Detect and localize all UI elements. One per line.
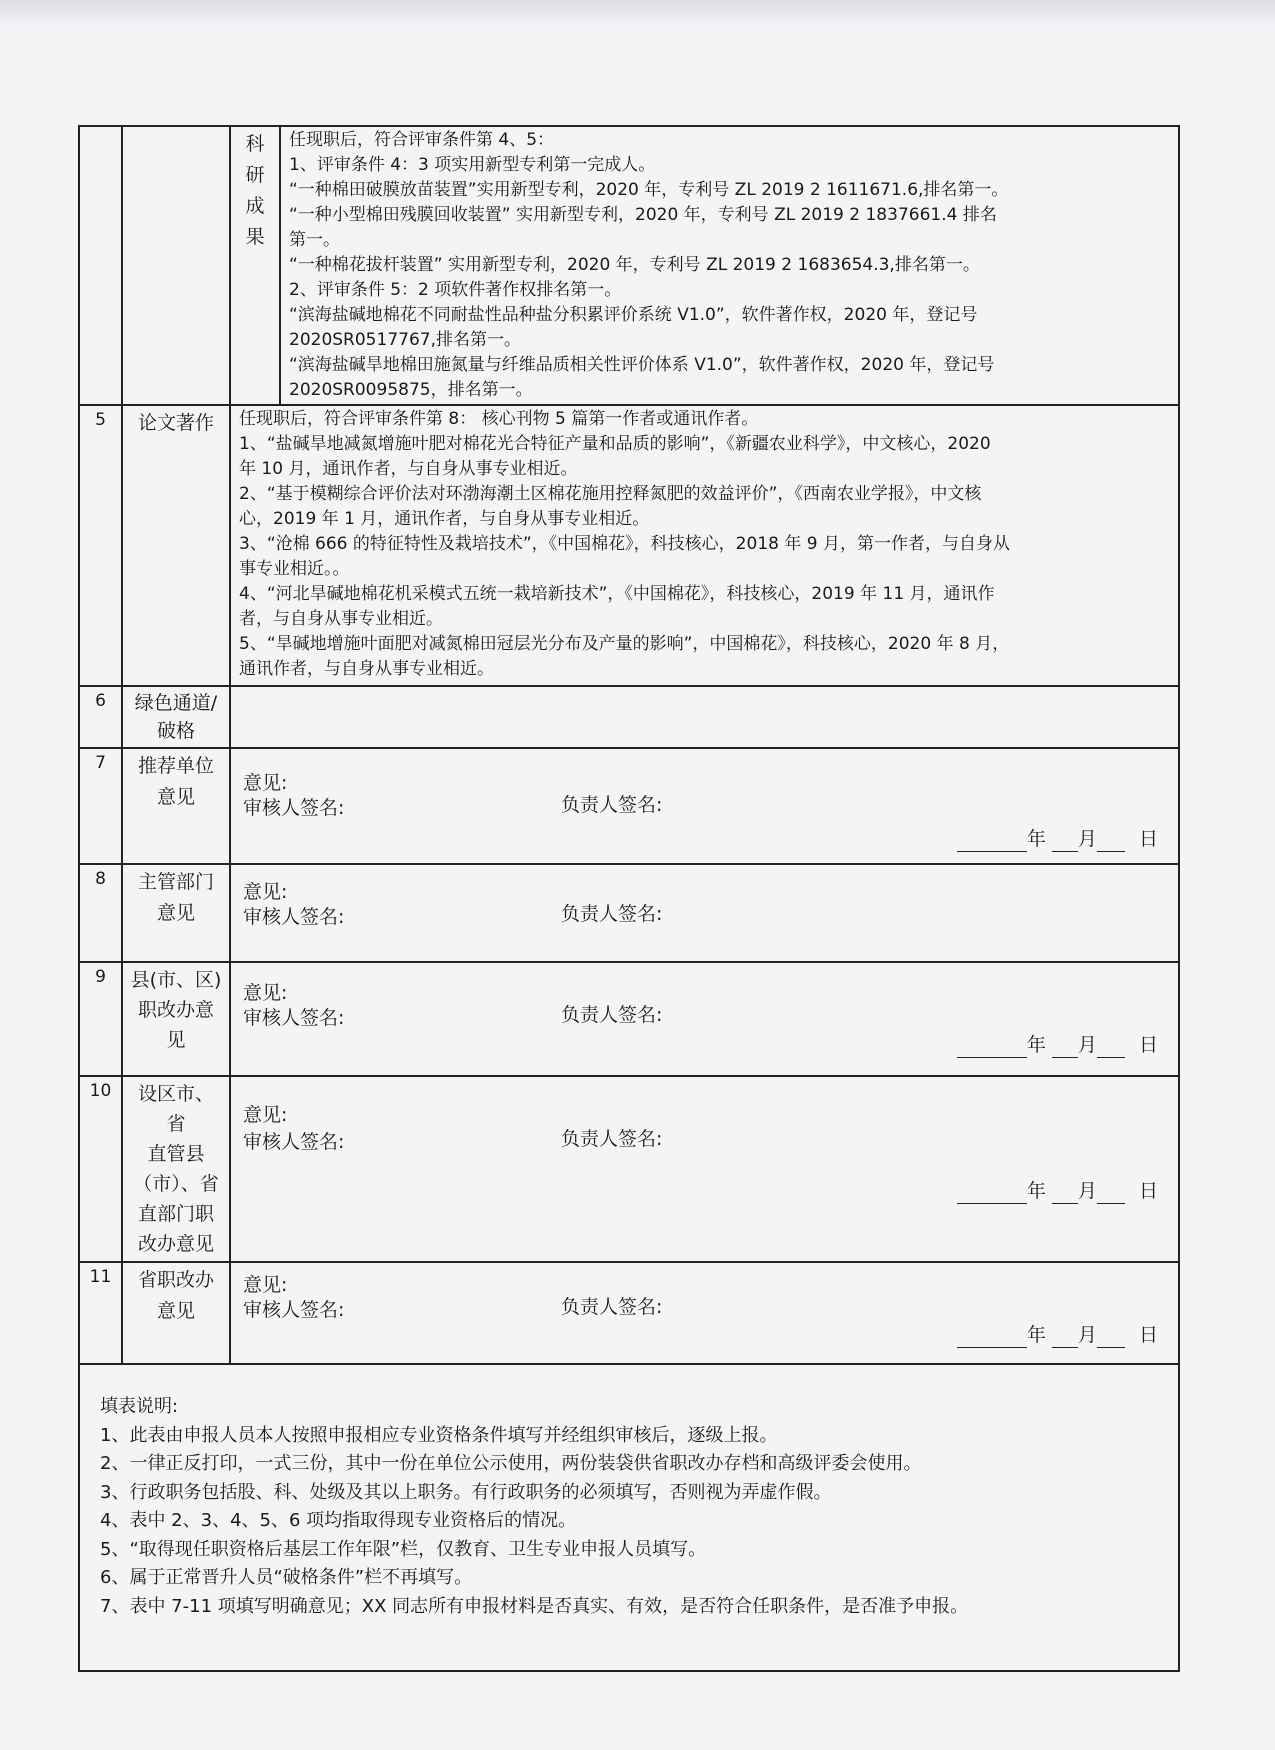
row-research-achievements xyxy=(79,126,1179,405)
label-line: 省职改办 xyxy=(137,1269,214,1291)
label-line: 职改办意 xyxy=(137,999,214,1021)
content-line: “一种棉田破膜放苗装置”实用新型专利，2020 年，专利号 ZL 2019 2 1611671.6,排名第一。 xyxy=(289,180,1009,200)
opinion-label: 意见: xyxy=(243,1104,288,1126)
row-number: 9 xyxy=(79,962,122,1076)
label-line: 县(市、区) xyxy=(130,969,222,991)
row-category-cell xyxy=(122,126,230,405)
city-office-label xyxy=(122,1076,230,1262)
label-line: 意见 xyxy=(156,1300,195,1322)
day-label: 日 xyxy=(1138,1180,1158,1202)
instruction-item: 6、属于正常晋升人员“破格条件”栏不再填写。 xyxy=(100,1567,473,1588)
research-achievements-label xyxy=(230,126,280,405)
instruction-item: 3、行政职务包括股、科、处级及其以上职务。有行政职务的必须填写，否则视为弄虚作假。 xyxy=(100,1481,832,1503)
leader-signature-label: 负责人签名: xyxy=(561,1128,663,1150)
content-line: 年 10 月，通讯作者，与自身从事专业相近。 xyxy=(239,459,578,479)
leader-signature-label: 负责人签名: xyxy=(561,903,663,925)
green-channel-content xyxy=(230,686,1179,748)
year-label: 年 xyxy=(1026,1180,1046,1202)
label-char: 科 xyxy=(245,133,265,155)
instruction-item: 2、一律正反打印，一式三份，其中一份在单位公示使用，两份装袋供省职改办存档和高级评委会使用。 xyxy=(100,1453,922,1474)
content-line: 1、“盐碱旱地减氮增施叶肥对棉花光合特征产量和品质的影响”，《新疆农业科学》，中文核心，2020 xyxy=(239,434,991,454)
content-line: 第一。 xyxy=(289,230,340,250)
scan-edge xyxy=(0,0,1275,28)
recommending-unit-opinion xyxy=(230,748,1179,864)
label-char: 研 xyxy=(245,164,265,186)
content-line: 1、评审条件 4：3 项实用新型专利第一完成人。 xyxy=(289,155,656,175)
date-field xyxy=(957,1033,1158,1058)
provincial-office-label xyxy=(122,1262,230,1364)
content-line: 通讯作者，与自身从事专业相近。 xyxy=(239,659,494,679)
month-label: 月 xyxy=(1077,1180,1097,1202)
date-field xyxy=(957,1323,1158,1348)
label-line: （市）、省 xyxy=(133,1173,219,1195)
reviewer-signature-label: 审核人签名: xyxy=(243,1131,345,1153)
day-label: 日 xyxy=(1138,828,1158,850)
row-green-channel xyxy=(79,686,1179,748)
day-label: 日 xyxy=(1138,1324,1158,1346)
reviewer-signature-label: 审核人签名: xyxy=(243,1007,345,1029)
row-number: 8 xyxy=(79,864,122,962)
label-char: 成 xyxy=(245,195,265,217)
row-competent-department xyxy=(79,864,1179,962)
year-label: 年 xyxy=(1026,828,1046,850)
row-number: 5 xyxy=(79,405,122,686)
opinion-label: 意见: xyxy=(243,1274,288,1296)
row-recommending-unit xyxy=(79,748,1179,864)
month-label: 月 xyxy=(1077,828,1097,850)
content-line: “滨海盐碱旱地棉田施氮量与纤维品质相关性评价体系 V1.0”，软件著作权，2020 年，登记号 xyxy=(289,355,995,375)
label-char: 果 xyxy=(245,226,265,248)
label-line: 破格 xyxy=(156,720,195,742)
content-line: “滨海盐碱地棉花不同耐盐性品种盐分积累评价系统 V1.0”，软件著作权，2020 年，登记号 xyxy=(289,305,978,325)
county-office-label xyxy=(122,962,230,1076)
opinion-label: 意见: xyxy=(243,772,288,794)
row-provincial-office xyxy=(79,1262,1179,1364)
content-line: “一种小型棉田残膜回收装置” 实用新型专利，2020 年，专利号 ZL 2019 2 1837661.4 排名 xyxy=(289,205,997,225)
recommending-unit-label xyxy=(122,748,230,864)
content-line: 2、“基于模糊综合评价法对环渤海潮土区棉花施用控释氮肥的效益评价”，《西南农业学报》，中文核 xyxy=(239,484,982,504)
reviewer-signature-label: 审核人签名: xyxy=(243,797,345,819)
label-line: 主管部门 xyxy=(137,871,214,893)
city-office-opinion xyxy=(230,1076,1179,1262)
month-label: 月 xyxy=(1077,1324,1097,1346)
label-line: 意见 xyxy=(156,786,195,808)
form-instructions xyxy=(100,1393,1160,1621)
year-label: 年 xyxy=(1026,1034,1046,1056)
instruction-item: 4、表中 2、3、4、5、6 项均指取得现专业资格后的情况。 xyxy=(100,1510,577,1531)
label-line: 见 xyxy=(166,1029,186,1051)
content-line: 4、“河北旱碱地棉花机采模式五统一栽培新技术”，《中国棉花》，科技核心，2019 年 11 月，通讯作 xyxy=(239,584,995,604)
opinion-label: 意见: xyxy=(243,982,288,1004)
research-achievements-content xyxy=(280,126,1179,405)
competent-department-opinion xyxy=(230,864,1179,962)
content-line: 2020SR0095875，排名第一。 xyxy=(289,380,533,400)
row-number: 7 xyxy=(79,748,122,864)
row-papers xyxy=(79,405,1179,686)
leader-signature-label: 负责人签名: xyxy=(561,794,663,816)
instruction-item: 5、“取得现任职资格后基层工作年限”栏，仅教育、卫生专业申报人员填写。 xyxy=(100,1538,707,1560)
month-label: 月 xyxy=(1077,1034,1097,1056)
year-label: 年 xyxy=(1026,1324,1046,1346)
competent-department-label xyxy=(122,864,230,962)
row-number: 11 xyxy=(79,1262,122,1364)
leader-signature-label: 负责人签名: xyxy=(561,1296,663,1318)
label-line: 直部门职 xyxy=(137,1203,214,1225)
label-line: 直管县 xyxy=(147,1143,205,1165)
row-number: 10 xyxy=(79,1076,122,1262)
date-field xyxy=(957,827,1158,852)
content-line: 5、“旱碱地增施叶面肥对减氮棉田冠层光分布及产量的影响”，中国棉花》，科技核心，2020 年 8 月， xyxy=(239,634,1010,654)
row-number-cell xyxy=(79,126,122,405)
content-line: 任现职后，符合评审条件第 8： 核心刊物 5 篇第一作者或通讯作者。 xyxy=(239,409,759,429)
content-line: 事专业相近。。 xyxy=(239,559,350,579)
content-line: 心，2019 年 1 月，通讯作者，与自身从事专业相近。 xyxy=(239,509,650,529)
row-city-office xyxy=(79,1076,1179,1262)
label-line: 设区市、省 xyxy=(137,1083,214,1135)
leader-signature-label: 负责人签名: xyxy=(561,1004,663,1026)
content-line: 2020SR0517767,排名第一。 xyxy=(289,330,521,350)
reviewer-signature-label: 审核人签名: xyxy=(243,906,345,928)
provincial-office-opinion xyxy=(230,1262,1179,1364)
papers-label: 论文著作 xyxy=(122,405,230,686)
content-line: “一种棉花拔杆装置” 实用新型专利，2020 年，专利号 ZL 2019 2 1683654.3,排名第一。 xyxy=(289,255,980,275)
green-channel-label xyxy=(122,686,230,748)
instruction-item: 1、此表由申报人员本人按照申报相应专业资格条件填写并经组织审核后，逐级上报。 xyxy=(100,1424,778,1446)
label-line: 改办意见 xyxy=(137,1233,214,1255)
label-line: 意见 xyxy=(156,902,195,924)
instruction-item: 7、表中 7-11 项填写明确意见；XX 同志所有申报材料是否真实、有效，是否符合任职条件，是否准予申报。 xyxy=(100,1595,969,1617)
content-line: 者，与自身从事专业相近。 xyxy=(239,609,443,629)
opinion-label: 意见: xyxy=(243,881,288,903)
label-line: 绿色通道/ xyxy=(134,692,218,714)
content-line: 3、“沧棉 666 的特征特性及栽培技术”，《中国棉花》，科技核心，2018 年 9 月，第一作者，与自身从 xyxy=(239,534,1010,554)
day-label: 日 xyxy=(1138,1034,1158,1056)
instructions-title: 填表说明: xyxy=(100,1396,179,1417)
date-field xyxy=(957,1179,1158,1204)
content-line: 任现职后，符合评审条件第 4、5： xyxy=(289,130,555,150)
row-number: 6 xyxy=(79,686,122,748)
content-line: 2、评审条件 5：2 项软件著作权排名第一。 xyxy=(289,280,622,300)
row-county-office xyxy=(79,962,1179,1076)
label-line: 推荐单位 xyxy=(137,755,214,777)
county-office-opinion xyxy=(230,962,1179,1076)
papers-content xyxy=(230,405,1179,686)
reviewer-signature-label: 审核人签名: xyxy=(243,1299,345,1321)
